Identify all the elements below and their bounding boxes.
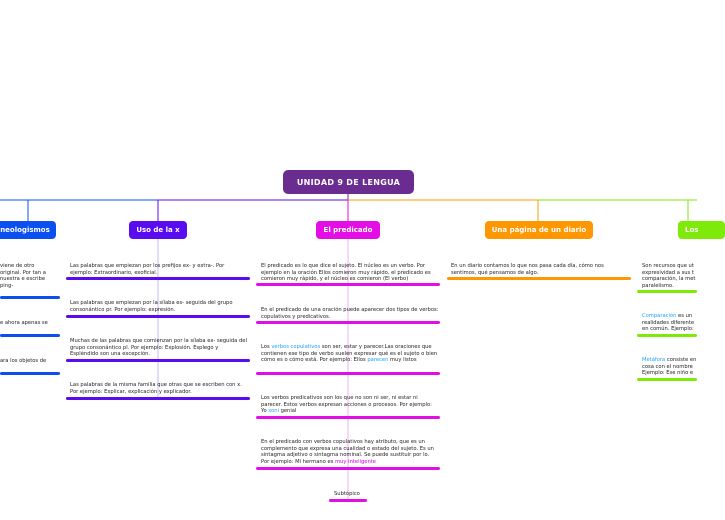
branch-predicado-label: El predicado — [323, 226, 373, 234]
branch-recursos[interactable] — [678, 221, 725, 239]
predicado-note-1[interactable]: El predicado es lo que dice el sujeto. El núcleo es un verbo. Por ejemplo en la oración Ellos comieron muy rápido, el predicado es comieron muy rápido, y el núcleo es comieron (El verbo) — [261, 263, 431, 283]
uso-x-note-1[interactable]: Las palabras que empiezan por los prefijos ex- y extra-. Por ejemplo: Extraordinario, exoficial. — [70, 263, 225, 276]
recursos-note-1[interactable]: Son recursos que ut expresividad a sus t comparación, la met paralelismo. — [642, 263, 696, 289]
uso-x-divider-4 — [66, 397, 250, 400]
diario-divider-1 — [447, 277, 631, 280]
recursos-note-3[interactable]: Metáfora consiste en cosa con el nombre Ejemplo: Ese niño e — [642, 357, 697, 377]
predicado-note-2[interactable]: En el predicado de una oración puede aparecer dos tipos de verbos: copulativos y predicativos. — [261, 307, 439, 320]
branch-uso-de-la-x[interactable] — [129, 221, 187, 239]
branch-neologismos-label: neologismos — [0, 226, 50, 234]
predicado-subtopic[interactable]: Subtópico — [334, 491, 360, 497]
branch-pagina-diario[interactable] — [485, 221, 593, 239]
uso-x-divider-1 — [66, 277, 250, 280]
predicado-divider-4 — [256, 416, 440, 419]
recursos-divider-2 — [637, 334, 697, 337]
neologismos-divider-2 — [0, 334, 60, 337]
predicado-divider-6 — [329, 499, 367, 502]
recursos-divider-3 — [637, 378, 697, 381]
neologismos-note-1: viene de otro original. Por tan a nuestra e escribe ping- — [0, 263, 46, 289]
uso-x-divider-2 — [66, 315, 250, 318]
predicado-divider-5 — [256, 467, 440, 470]
branch-el-predicado[interactable] — [316, 221, 380, 239]
predicado-note-4[interactable]: Los verbos predicativos son los que no son ni ser, ni estar ni parecer. Estos verbos expresan acciones o procesos. Por ejemplo: Yo soni genial — [261, 395, 432, 415]
branch-diario-label: Una página de un diario — [491, 226, 587, 234]
neologismos-divider-1 — [0, 296, 60, 299]
uso-x-note-4[interactable]: Las palabras de la misma familia que otras que se escriben con x. Por ejemplo: Explicar, explicación y explicador. — [70, 382, 242, 395]
diario-note-1[interactable]: En un diario contamos lo que nos pasa cada día, cómo nos sentimos, qué pensamos de algo. — [451, 263, 604, 276]
predicado-divider-2 — [256, 321, 440, 324]
neologismos-note-2: e ahora apenas se — [0, 320, 48, 326]
branch-neologismos[interactable] — [0, 221, 56, 239]
branch-uso-x-label: Uso de la x — [136, 226, 180, 234]
root-node[interactable]: UNIDAD 9 DE LENGUA — [283, 170, 414, 194]
recursos-divider-1 — [637, 290, 697, 293]
neologismos-divider-3 — [0, 372, 60, 375]
predicado-note-3[interactable]: Los verbos copulativos son ser, estar y parecer.Las oraciones que contienen ese tipo de verbo suelen expresar qué es el sujeto o bien cómo es o cómo está. Por ejemplo: Ellos parecen muy listos — [261, 344, 438, 364]
branch-recursos-label: Los — [685, 226, 699, 234]
predicado-divider-1 — [256, 283, 440, 286]
uso-x-divider-3 — [66, 359, 250, 362]
predicado-divider-3 — [256, 372, 440, 375]
neologismos-note-3: ara los objetos de — [0, 358, 47, 364]
uso-x-note-3[interactable]: Muchas de las palabras que comienzan por la sílaba ex- seguida del grupo consonántico pl. Por ejemplo: Explosión. Esplego y Espléndido son una excepción. — [70, 338, 247, 358]
recursos-note-2[interactable]: Comparación es un realidades diferente en común. Ejemplo: — [642, 313, 695, 333]
uso-x-note-2[interactable]: Las palabras que empiezan por la sílaba es- seguida del grupo consonántico pr. Por ejemplo: expresión. — [70, 300, 233, 313]
predicado-note-5[interactable]: En el predicado con verbos copulativos hay atributo, que es un complemento que expresa una cualidad o estado del sujeto. Es un sintagma adjetivo o sintagma nominal. Se puede sustituir por lo. Por ejemplo: Mi hermano es muy inteligente — [261, 439, 434, 465]
